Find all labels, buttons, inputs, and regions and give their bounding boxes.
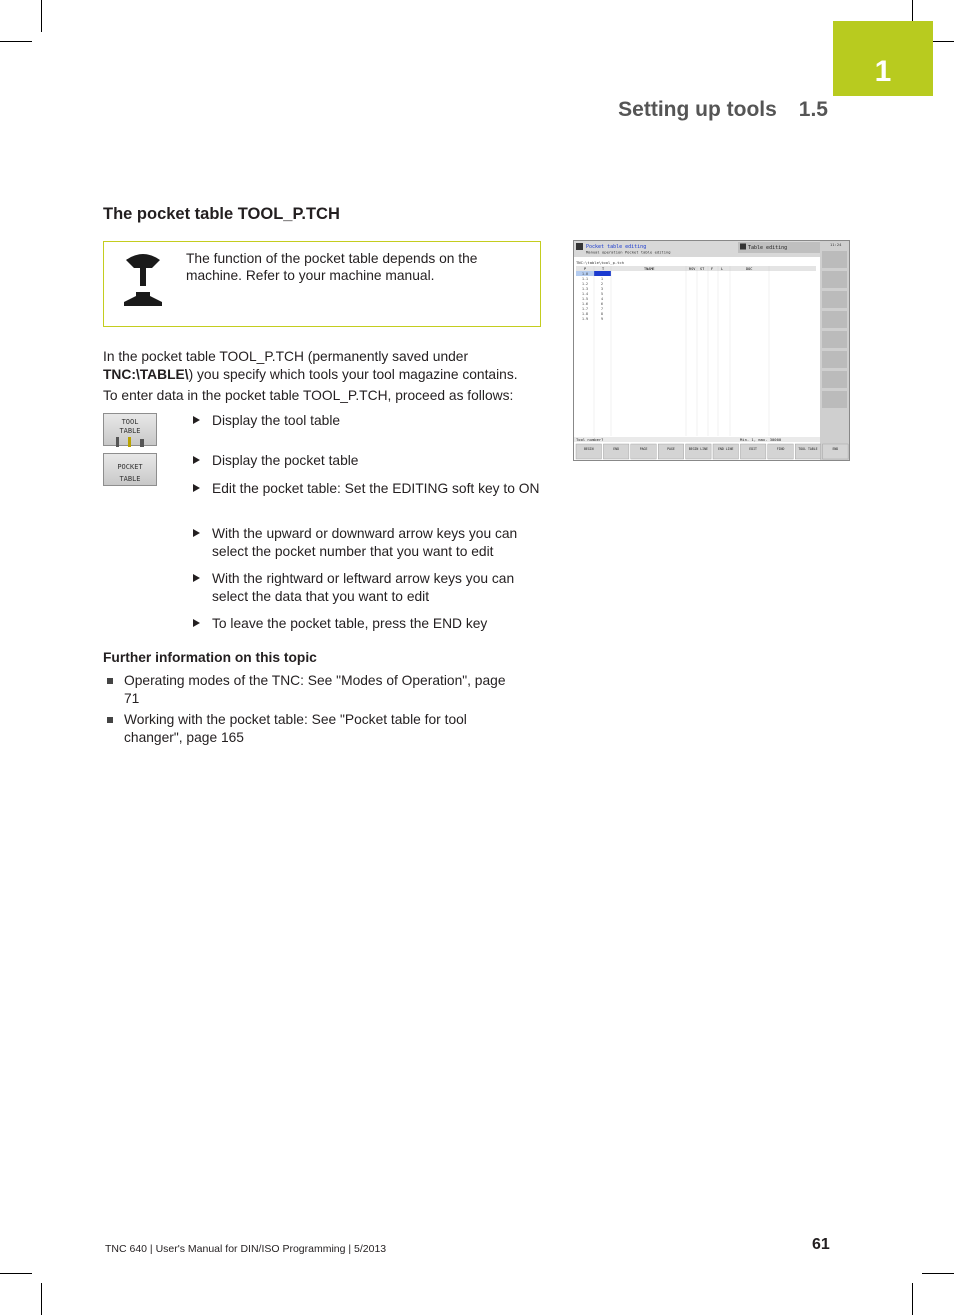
screen-mode-sub: Manual operation Pocket table editing (586, 249, 671, 255)
tnc-screen (574, 241, 849, 460)
softkey-label: TABLE (119, 475, 141, 483)
screen-row-pocket: 1.4 (582, 292, 588, 296)
arrow-icon (193, 484, 200, 492)
crop-mark (0, 1273, 32, 1274)
column-header: RSV (689, 267, 696, 271)
screen-row-tool: 5 (601, 292, 603, 296)
chapter-number: 1 (874, 55, 892, 88)
tool-icons (104, 437, 156, 450)
screen-status-left: Tool number? (576, 437, 604, 442)
screen-row-tool: 9 (601, 317, 603, 321)
crop-mark (912, 1283, 913, 1315)
running-title-text: Setting up tools (618, 98, 777, 121)
screen-softkey-label: BEGIN (583, 447, 594, 451)
screen-row-pocket: 1.3 (582, 287, 588, 291)
further-info-text: Operating modes of the TNC: See "Modes of Operation", page 71 (124, 673, 506, 706)
screen-status-right: Min. 1, max. 30000 (740, 437, 782, 442)
column-header: F (711, 267, 714, 271)
pocket-table-softkey (103, 453, 157, 486)
screen-softkey-label: PAGE (667, 447, 675, 451)
intro-path: TNC:\TABLE\ (103, 367, 189, 382)
crop-mark (922, 1273, 954, 1274)
machine-note-box (103, 241, 541, 327)
screen-row-tool: 8 (601, 312, 603, 316)
arrow-icon (193, 574, 200, 582)
section-number: 1.5 (798, 98, 828, 121)
enter-data-paragraph: To enter data in the pocket table TOOL_P.TCH, proceed as follows: (103, 388, 514, 403)
step-item (190, 452, 545, 470)
step-text: With the rightward or leftward arrow keys you can select the data that you want to edit (212, 571, 515, 604)
screen-mode-title: Pocket table editing (586, 244, 647, 250)
page-number: 61 (812, 1236, 830, 1253)
arrow-icon (193, 456, 200, 464)
further-info-item (103, 672, 523, 707)
step-text: Display the pocket table (212, 453, 359, 468)
further-info-heading: Further information on this topic (103, 650, 317, 665)
running-title (618, 98, 828, 122)
screen-row-pocket: 1.9 (582, 317, 588, 321)
screen-row-tool: 4 (601, 297, 603, 301)
screen-row-tool: 7 (601, 307, 603, 311)
screen-softkey-label: PAGE (639, 447, 648, 451)
screen-clock: 11:24 (830, 242, 842, 247)
screen-row-pocket: 1.2 (582, 282, 588, 286)
screen-row-pocket: 1.6 (582, 302, 588, 306)
screen-softkey-label: END LINE (718, 447, 734, 451)
crop-mark (41, 1283, 42, 1315)
column-header: DOC (746, 267, 753, 271)
column-header: ST (700, 267, 705, 271)
screen-row-tool: 3 (601, 287, 603, 291)
intro-paragraph (103, 348, 543, 384)
step-item (190, 615, 545, 633)
screen-table-rows (582, 272, 603, 321)
tnc-screenshot (573, 240, 850, 461)
screen-path: TNC:\table\tool_p.tch (576, 260, 625, 265)
step-item (190, 570, 545, 605)
machine-tool-icon (122, 252, 164, 306)
section-title: The pocket table TOOL_P.TCH (103, 205, 340, 223)
step-text: Edit the pocket table: Set the EDITING soft key to ON (212, 481, 540, 496)
step-text: Display the tool table (212, 413, 341, 428)
screen-softkey-label: BEGIN LINE (688, 447, 708, 451)
footer-text: TNC 640 | User's Manual for DIN/ISO Programming | 5/2013 (105, 1243, 387, 1255)
screen-row-tool: 2 (601, 282, 603, 286)
screen-softkey-label: END (832, 447, 839, 451)
screen-row-pocket: 1.8 (582, 312, 588, 316)
step-item (190, 412, 545, 430)
arrow-icon (193, 416, 200, 424)
note-text: The function of the pocket table depends on the machine. Refer to your machine manual. (186, 251, 478, 283)
screen-softkey-label: FIND (776, 447, 785, 451)
step-item (190, 480, 545, 498)
intro-text-1: In the pocket table TOOL_P.TCH (permanently saved under (103, 349, 469, 364)
step-text: With the upward or downward arrow keys you can select the pocket number that you want to edit (212, 526, 518, 559)
column-header: P (584, 267, 587, 271)
screen-row-pocket: 1.1 (582, 277, 588, 281)
screen-row-tool: 6 (601, 302, 603, 306)
intro-text-2: ) you specify which tools your tool magazine contains. (188, 367, 518, 382)
screen-softkey-label: EDIT (749, 447, 757, 451)
column-header: L (721, 267, 724, 271)
screen-row-tool: 1 (601, 277, 603, 281)
softkey-label: POCKET (117, 463, 143, 471)
bullet-icon (107, 678, 113, 684)
arrow-icon (193, 529, 200, 537)
softkey-label: TABLE (119, 427, 141, 435)
screen-row-pocket: 1.7 (582, 307, 588, 311)
screen-row-pocket: 1.0 (582, 272, 588, 276)
screen-softkey-row (576, 444, 848, 459)
step-text: To leave the pocket table, press the END key (212, 616, 488, 631)
screen-right-title: Table editing (748, 245, 788, 251)
softkey-label: TOOL (121, 418, 139, 426)
screen-row-pocket: 1.5 (582, 297, 588, 301)
tool-table-softkey (103, 413, 157, 446)
further-info-text: Working with the pocket table: See "Pocket table for tool changer", page 165 (124, 712, 467, 745)
column-header: T (602, 267, 605, 271)
screen-softkey-label: TOOL TABLE (798, 447, 818, 451)
tool-icon (113, 437, 147, 447)
arrow-icon (193, 619, 200, 627)
crop-mark (0, 41, 32, 42)
step-item (190, 525, 545, 560)
further-info-item (103, 711, 523, 746)
crop-mark (41, 0, 42, 32)
screen-softkey-label: END (613, 447, 620, 451)
column-header: TNAME (644, 267, 655, 271)
chapter-tab (833, 21, 933, 96)
bullet-icon (107, 717, 113, 723)
